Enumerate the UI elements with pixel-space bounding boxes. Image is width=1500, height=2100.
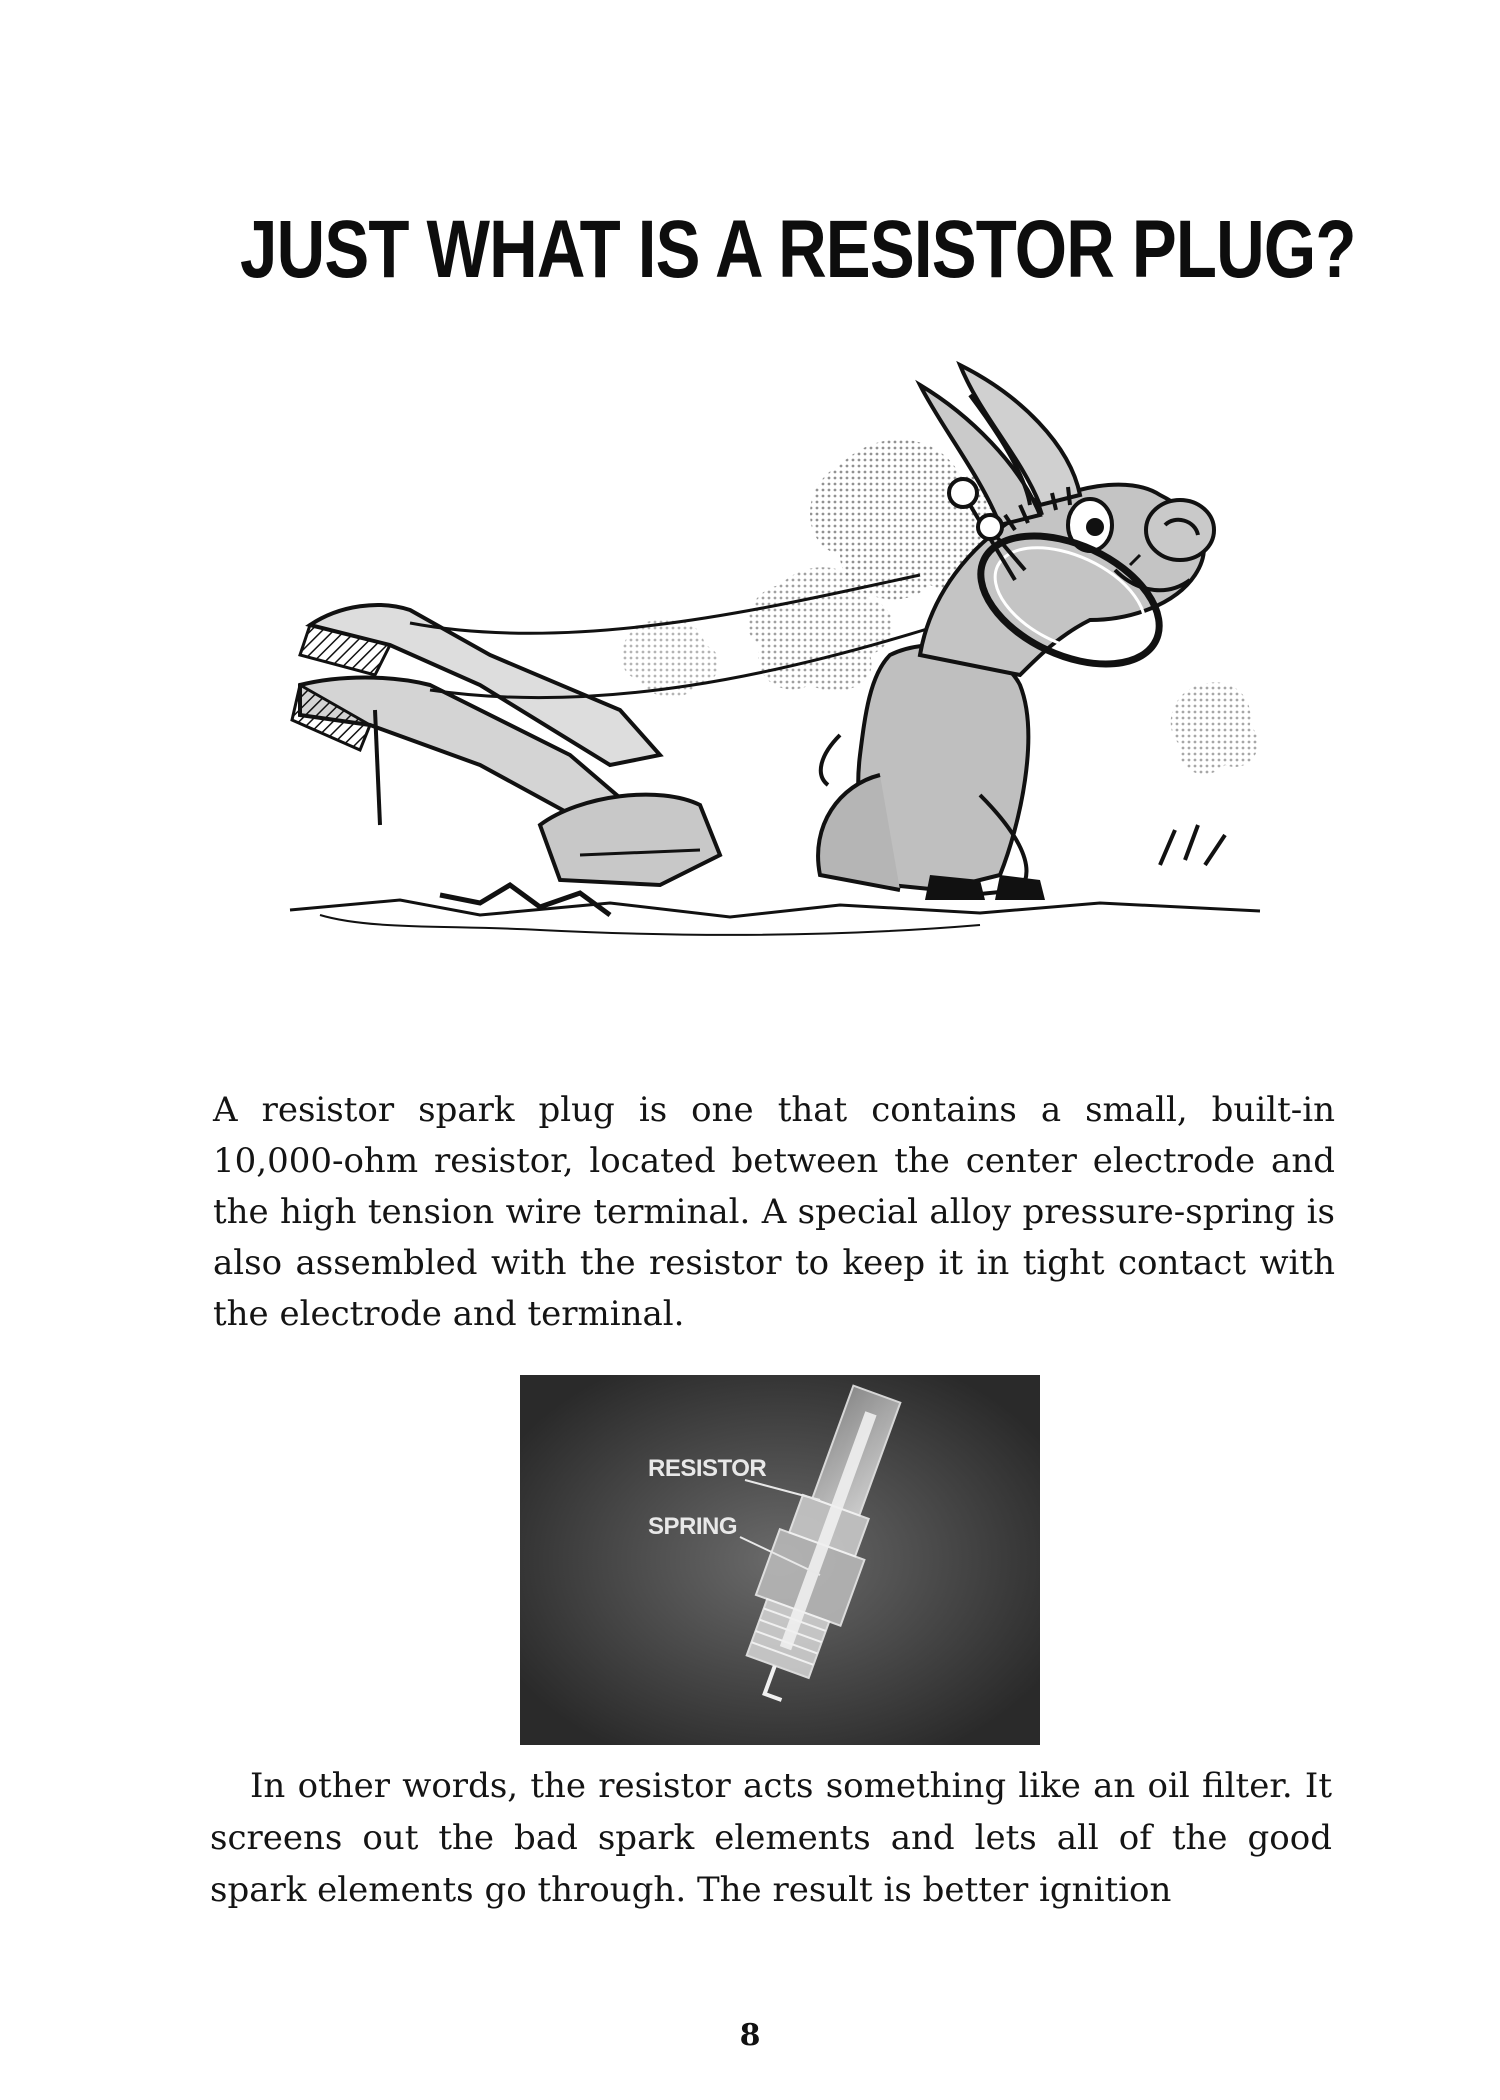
resistor-plug-photo (520, 1375, 1040, 1745)
spring-label: SPRING (648, 1513, 738, 1540)
donkey-plow-drawing (280, 355, 1340, 955)
spark-plug-cutaway-icon (520, 1375, 1040, 1745)
page-title: JUST WHAT IS A RESISTOR PLUG? (240, 204, 1356, 295)
paragraph-resistor-definition: A resistor spark plug is one that contains a small, built-in 10,000-ohm resistor, located between the center electrode and the high tension wire terminal. A special alloy pressure-spring is also assembled with the resistor to keep it in tight contact with the electrode and terminal. (213, 1090, 1335, 1334)
paragraph-oil-filter-analogy: In other words, the resistor acts something like an oil filter. It screens out the bad spark elements and lets all of the good spark elements go through. The result is better ignition (210, 1766, 1332, 1910)
donkey-plow-illustration (280, 355, 1340, 955)
page-number: 8 (739, 2018, 761, 2053)
resistor-label: RESISTOR (648, 1455, 767, 1482)
